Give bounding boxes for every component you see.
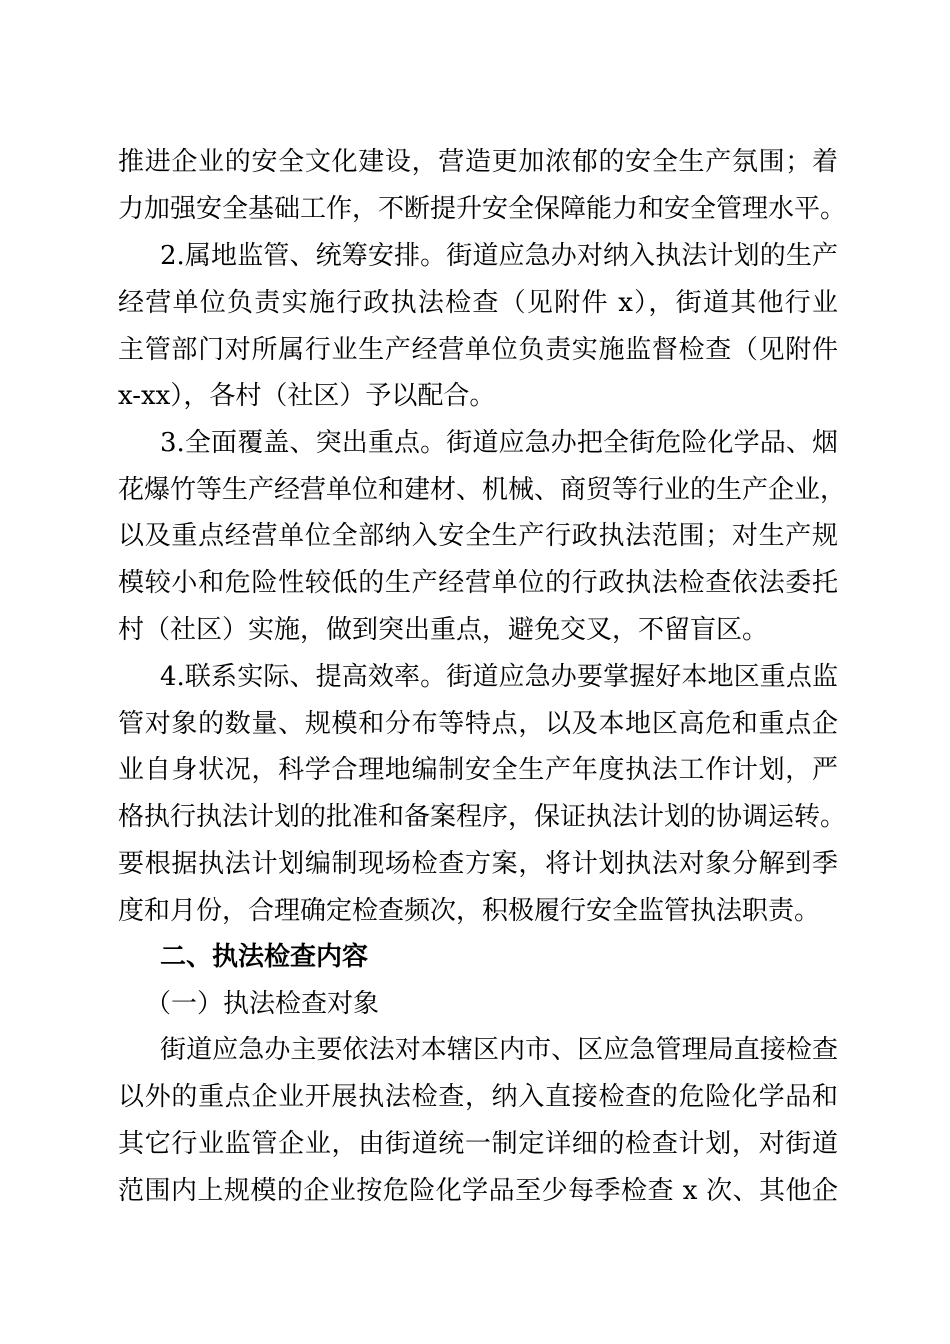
paragraph-line: 格执行执法计划的批准和备案程序，保证执法计划的协调运转。 (118, 802, 847, 832)
paragraph-line: 范围内上规模的企业按危险化学品至少每季检查 x 次、其他企 (118, 1176, 838, 1206)
paragraph-line: 力加强安全基础工作，不断提升安全保障能力和安全管理水平。 (118, 194, 847, 224)
paragraph-line: 村（社区）实施，做到突出重点，避免交叉，不留盲区。 (118, 615, 769, 645)
paragraph-line: x-xx），各村（社区）予以配合。 (118, 381, 496, 411)
section-heading: 二、执法检查内容 (160, 942, 369, 972)
subsection-heading: （一）执法检查对象 (145, 989, 380, 1019)
paragraph-line: 推进企业的安全文化建设，营造更加浓郁的安全生产氛围；着 (118, 147, 838, 177)
paragraph-line: 模较小和危险性较低的生产经营单位的行政执法检查依法委托 (118, 568, 838, 598)
paragraph-line: 2.属地监管、统筹安排。街道应急办对纳入执法计划的生产 (160, 241, 838, 271)
paragraph-line: 经营单位负责实施行政执法检查（见附件 x），街道其他行业 (118, 288, 838, 318)
paragraph-line: 花爆竹等生产经营单位和建材、机械、商贸等行业的生产企业， (118, 475, 847, 505)
paragraph-line: 主管部门对所属行业生产经营单位负责实施监督检查（见附件 (118, 335, 838, 365)
paragraph-line: 4.联系实际、提高效率。街道应急办要掌握好本地区重点监 (160, 662, 838, 692)
paragraph-line: 其它行业监管企业，由街道统一制定详细的检查计划，对街道 (118, 1129, 838, 1159)
paragraph-line: 街道应急办主要依法对本辖区内市、区应急管理局直接检查 (160, 1035, 838, 1065)
paragraph-line: 要根据执法计划编制现场检查方案，将计划执法对象分解到季 (118, 849, 838, 879)
paragraph-line: 以外的重点企业开展执法检查，纳入直接检查的危险化学品和 (118, 1082, 838, 1112)
paragraph-line: 业自身状况，科学合理地编制安全生产年度执法工作计划，严 (118, 755, 838, 785)
paragraph-line: 度和月份，合理确定检查频次，积极履行安全监管执法职责。 (118, 896, 821, 926)
paragraph-line: 管对象的数量、规模和分布等特点，以及本地区高危和重点企 (118, 709, 838, 739)
paragraph-line: 以及重点经营单位全部纳入安全生产行政执法范围；对生产规 (118, 521, 838, 551)
paragraph-line: 3.全面覆盖、突出重点。街道应急办把全街危险化学品、烟 (160, 428, 838, 458)
